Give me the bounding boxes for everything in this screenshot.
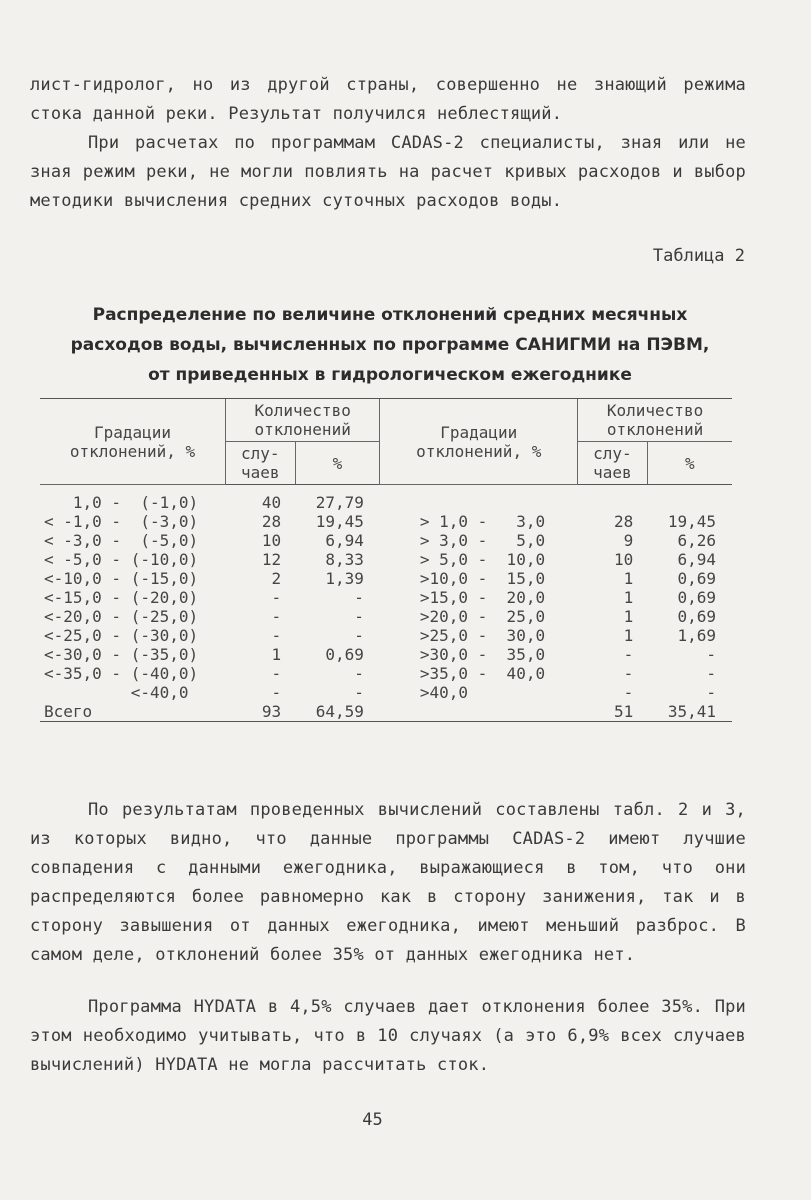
gradation-right-cell: >15,0 - 20,0 bbox=[419, 588, 546, 607]
gradation-right-cell bbox=[380, 485, 578, 513]
table-row bbox=[40, 683, 732, 702]
percent-left-cell: - bbox=[354, 588, 364, 607]
cases-right-cell bbox=[578, 485, 648, 513]
gradation-right-cell: > 1,0 - 3,0 bbox=[419, 512, 546, 531]
gradation-right-cell: >35,0 - 40,0 bbox=[419, 664, 546, 683]
deviation-table bbox=[40, 398, 732, 722]
percent-right-cell: 0,69 bbox=[677, 588, 716, 607]
paragraph-hydata-text: Программа HYDATA в 4,5% случаев дает отклонения более 35%. При этом необходимо учитывать, что в 10 случаях (а это 6,9% всех случаев вычислений) HYDATA не могла рассчитать сток. bbox=[30, 997, 746, 1075]
header-count-right: Количество отклонений bbox=[578, 399, 732, 442]
percent-right-cell: 1,69 bbox=[677, 626, 716, 645]
percent-left-cell: 6,94 bbox=[325, 531, 364, 550]
percent-right-cell bbox=[647, 485, 732, 513]
cases-left-cell: 1 bbox=[271, 645, 282, 664]
caption-line-1: Распределение по величине отклонений средних месячных bbox=[92, 305, 688, 325]
cases-right-cell: 1 bbox=[623, 626, 634, 645]
gradation-left-cell: <-20,0 - (-25,0) bbox=[44, 607, 199, 626]
cases-left-cell: - bbox=[271, 588, 282, 607]
cases-left-cell: 12 bbox=[261, 550, 282, 569]
header-gradations-left: Градации отклонений, % bbox=[40, 399, 225, 485]
table-row bbox=[40, 664, 732, 683]
percent-left-cell: 27,79 bbox=[315, 493, 364, 512]
table-row bbox=[40, 607, 732, 626]
gradation-left-cell: Всего bbox=[40, 702, 225, 722]
table-label: Таблица 2 bbox=[652, 246, 745, 266]
cases-right-cell: - bbox=[623, 683, 634, 702]
gradation-left-cell: <-30,0 - (-35,0) bbox=[44, 645, 199, 664]
cases-left-cell: - bbox=[271, 683, 282, 702]
paragraph-intro-part1: лист-гидролог, но из другой страны, совершенно не знающий режима стока данной реки. Результат получился неблестящий. bbox=[30, 75, 746, 124]
percent-right-cell: 6,26 bbox=[677, 531, 716, 550]
page-number: 45 bbox=[362, 1110, 383, 1130]
cases-left-cell: - bbox=[271, 664, 282, 683]
cases-right-cell: 51 bbox=[578, 702, 648, 722]
percent-left-cell: 8,33 bbox=[325, 550, 364, 569]
percent-left-cell: 19,45 bbox=[315, 512, 364, 531]
caption-line-2: расходов воды, вычисленных по программе САНИГМИ на ПЭВМ, bbox=[70, 335, 710, 355]
cases-left-cell: - bbox=[271, 626, 282, 645]
table-row bbox=[40, 485, 732, 513]
gradation-left-cell: < -1,0 - (-3,0) bbox=[44, 512, 199, 531]
percent-left-cell: - bbox=[354, 664, 364, 683]
table-row bbox=[40, 569, 732, 588]
caption-line-3: от приведенных в гидрологическом ежегоднике bbox=[148, 365, 632, 385]
cases-left-cell: - bbox=[271, 607, 282, 626]
cases-right-cell: - bbox=[623, 645, 634, 664]
header-percent-left: % bbox=[295, 442, 380, 485]
header-percent-right: % bbox=[647, 442, 732, 485]
cases-left-cell: 28 bbox=[261, 512, 282, 531]
cases-right-cell: - bbox=[623, 664, 634, 683]
paragraph-results bbox=[30, 796, 746, 970]
cases-right-cell: 10 bbox=[613, 550, 634, 569]
table-row bbox=[40, 645, 732, 664]
header-cases-right: слу- чаев bbox=[578, 442, 648, 485]
gradation-left-cell: < -3,0 - (-5,0) bbox=[44, 531, 199, 550]
gradation-right-cell: > 3,0 - 5,0 bbox=[419, 531, 546, 550]
percent-right-cell: - bbox=[706, 664, 716, 683]
cases-right-cell: 9 bbox=[623, 531, 634, 550]
gradation-right-cell: >40,0 bbox=[419, 683, 469, 702]
paragraph-intro-part2: При расчетах по программам CADAS-2 специалисты, зная или не зная режим реки, не могли повлиять на расчет кривых расходов и выбор методики вычисления средних суточных расходов воды. bbox=[30, 133, 746, 211]
cases-right-cell: 28 bbox=[613, 512, 634, 531]
percent-left-cell: 64,59 bbox=[295, 702, 380, 722]
cases-right-cell: 1 bbox=[623, 569, 634, 588]
gradation-left-cell: < -5,0 - (-10,0) bbox=[44, 550, 199, 569]
percent-left-cell: - bbox=[354, 607, 364, 626]
cases-left-cell: 93 bbox=[225, 702, 295, 722]
gradation-right-cell: >25,0 - 30,0 bbox=[419, 626, 546, 645]
cases-left-cell: 40 bbox=[261, 493, 282, 512]
header-gradations-right: Градации отклонений, % bbox=[380, 399, 578, 485]
paragraph-intro bbox=[30, 71, 746, 216]
percent-right-cell: 19,45 bbox=[667, 512, 716, 531]
percent-right-cell: 6,94 bbox=[677, 550, 716, 569]
cases-right-cell: 1 bbox=[623, 607, 634, 626]
percent-right-cell: - bbox=[706, 683, 716, 702]
header-cases-left: слу- чаев bbox=[225, 442, 295, 485]
cases-right-cell: 1 bbox=[623, 588, 634, 607]
gradation-right-cell: > 5,0 - 10,0 bbox=[419, 550, 546, 569]
gradation-left-cell: <-25,0 - (-30,0) bbox=[44, 626, 199, 645]
gradation-left-cell: 1,0 - (-1,0) bbox=[44, 493, 199, 512]
percent-left-cell: 0,69 bbox=[325, 645, 364, 664]
gradation-left-cell: <-10,0 - (-15,0) bbox=[44, 569, 199, 588]
gradation-right-cell: >10,0 - 15,0 bbox=[419, 569, 546, 588]
paragraph-results-text: По результатам проведенных вычислений составлены табл. 2 и 3, из которых видно, что данные программы CADAS-2 имеют лучшие совпадения с данными ежегодника, выражающиеся в том, что они распределяются более равномерно как в сторону занижения, так и в сторону завышения от данных ежегодника, имеют меньший разброс. В самом деле, отклонений более 35% от данных ежегодника нет. bbox=[30, 800, 746, 965]
percent-right-cell: - bbox=[706, 645, 716, 664]
gradation-left-cell: <-40,0 bbox=[44, 683, 189, 702]
percent-left-cell: 1,39 bbox=[325, 569, 364, 588]
paragraph-hydata bbox=[30, 993, 746, 1080]
gradation-right-cell bbox=[380, 702, 578, 722]
percent-left-cell: - bbox=[354, 626, 364, 645]
gradation-left-cell: <-35,0 - (-40,0) bbox=[44, 664, 199, 683]
header-count-left: Количество отклонений bbox=[225, 399, 379, 442]
table-row bbox=[40, 626, 732, 645]
table-row bbox=[40, 531, 732, 550]
gradation-left-cell: <-15,0 - (-20,0) bbox=[44, 588, 199, 607]
table-row bbox=[40, 702, 732, 722]
table-row bbox=[40, 550, 732, 569]
percent-right-cell: 0,69 bbox=[677, 569, 716, 588]
table-row bbox=[40, 512, 732, 531]
cases-left-cell: 2 bbox=[271, 569, 282, 588]
cases-left-cell: 10 bbox=[261, 531, 282, 550]
percent-right-cell: 35,41 bbox=[647, 702, 732, 722]
table-caption bbox=[40, 300, 740, 390]
gradation-right-cell: >30,0 - 35,0 bbox=[419, 645, 546, 664]
percent-left-cell: - bbox=[354, 683, 364, 702]
table-row bbox=[40, 588, 732, 607]
gradation-right-cell: >20,0 - 25,0 bbox=[419, 607, 546, 626]
percent-right-cell: 0,69 bbox=[677, 607, 716, 626]
